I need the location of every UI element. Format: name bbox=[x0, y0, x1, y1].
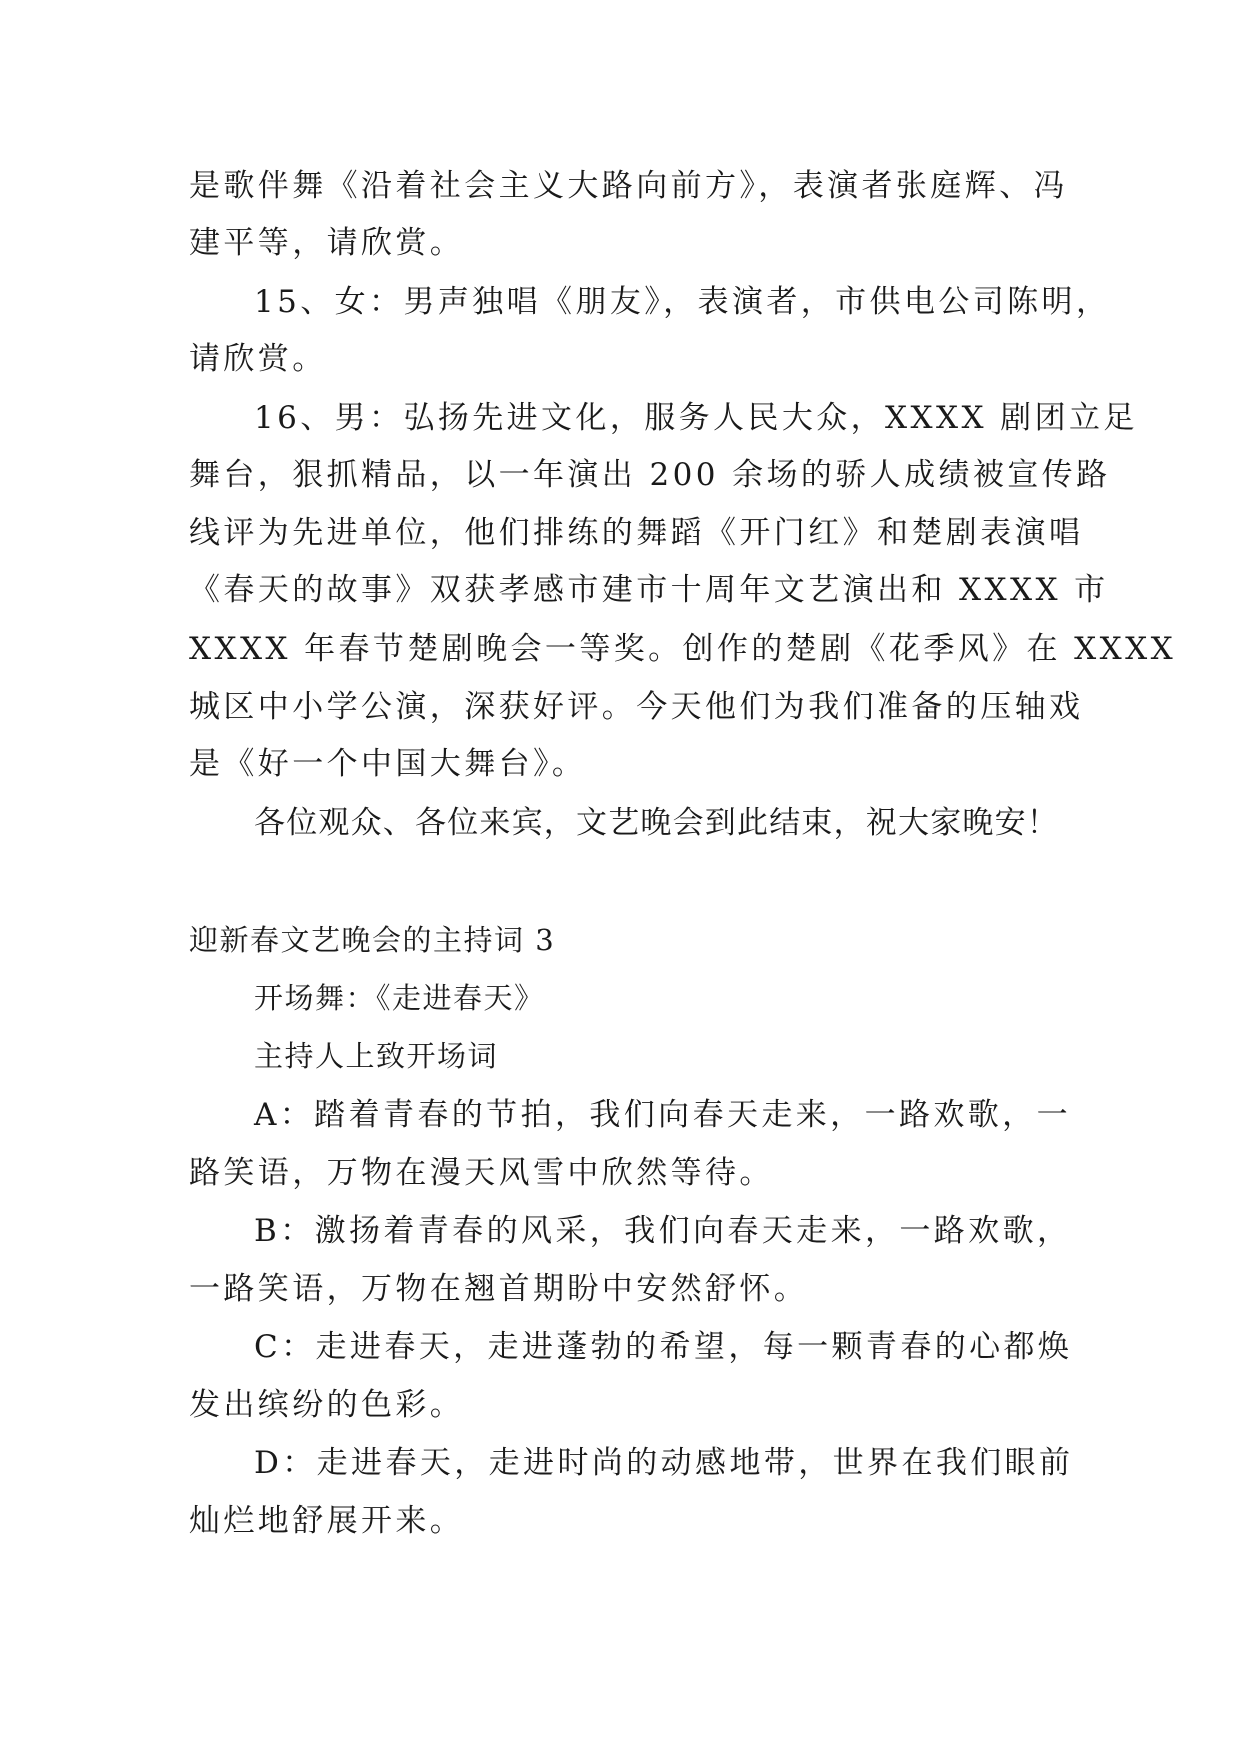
paragraph-line: 一路笑语，万物在翘首期盼中安然舒怀。 bbox=[189, 1271, 809, 1307]
paragraph-line: 是《好一个中国大舞台》。 bbox=[189, 746, 587, 782]
paragraph-line: D：走进春天，走进时尚的动感地带，世界在我们眼前 bbox=[254, 1445, 1074, 1481]
paragraph-line: 发出缤纷的色彩。 bbox=[189, 1387, 465, 1423]
paragraph-line: 主持人上致开场词 bbox=[254, 1039, 499, 1073]
paragraph-line: 16、男：弘扬先进文化，服务人民大众，XXXX 剧团立足 bbox=[254, 400, 1138, 436]
paragraph-line: 请欣赏。 bbox=[189, 341, 327, 377]
paragraph-line: A：踏着青春的节拍，我们向春天走来，一路欢歌，一 bbox=[254, 1097, 1071, 1133]
paragraph-line: 路笑语，万物在漫天风雪中欣然等待。 bbox=[189, 1155, 774, 1191]
paragraph-line: 各位观众、各位来宾，文艺晚会到此结束，祝大家晚安！ bbox=[254, 805, 1059, 841]
paragraph-line: 开场舞：《走进春天》 bbox=[254, 981, 545, 1015]
paragraph-line: 线评为先进单位，他们排练的舞蹈《开门红》和楚剧表演唱 bbox=[189, 515, 1084, 551]
paragraph-line: XXXX 年春节楚剧晚会一等奖。创作的楚剧《花季风》在 XXXX bbox=[189, 631, 1177, 667]
section-title: 迎新春文艺晚会的主持词 3 bbox=[189, 923, 556, 957]
paragraph-line: 《春天的故事》双获孝感市建市十周年文艺演出和 XXXX 市 bbox=[189, 572, 1109, 608]
paragraph-line: 是歌伴舞《沿着社会主义大路向前方》，表演者张庭辉、冯 bbox=[189, 168, 1068, 204]
paragraph-line: 城区中小学公演，深获好评。今天他们为我们准备的压轴戏 bbox=[189, 689, 1084, 725]
paragraph-line: C：走进春天，走进蓬勃的希望，每一颗青春的心都焕 bbox=[254, 1329, 1073, 1365]
paragraph-line: 灿烂地舒展开来。 bbox=[189, 1503, 465, 1539]
paragraph-line: 舞台，狠抓精品，以一年演出 200 余场的骄人成绩被宣传路 bbox=[189, 457, 1111, 493]
paragraph-line: 建平等，请欣赏。 bbox=[189, 225, 465, 261]
paragraph-line: B：激扬着青春的风采，我们向春天走来，一路欢歌， bbox=[254, 1213, 1072, 1249]
paragraph-line: 15、女：男声独唱《朋友》，表演者，市供电公司陈明， bbox=[254, 284, 1111, 320]
